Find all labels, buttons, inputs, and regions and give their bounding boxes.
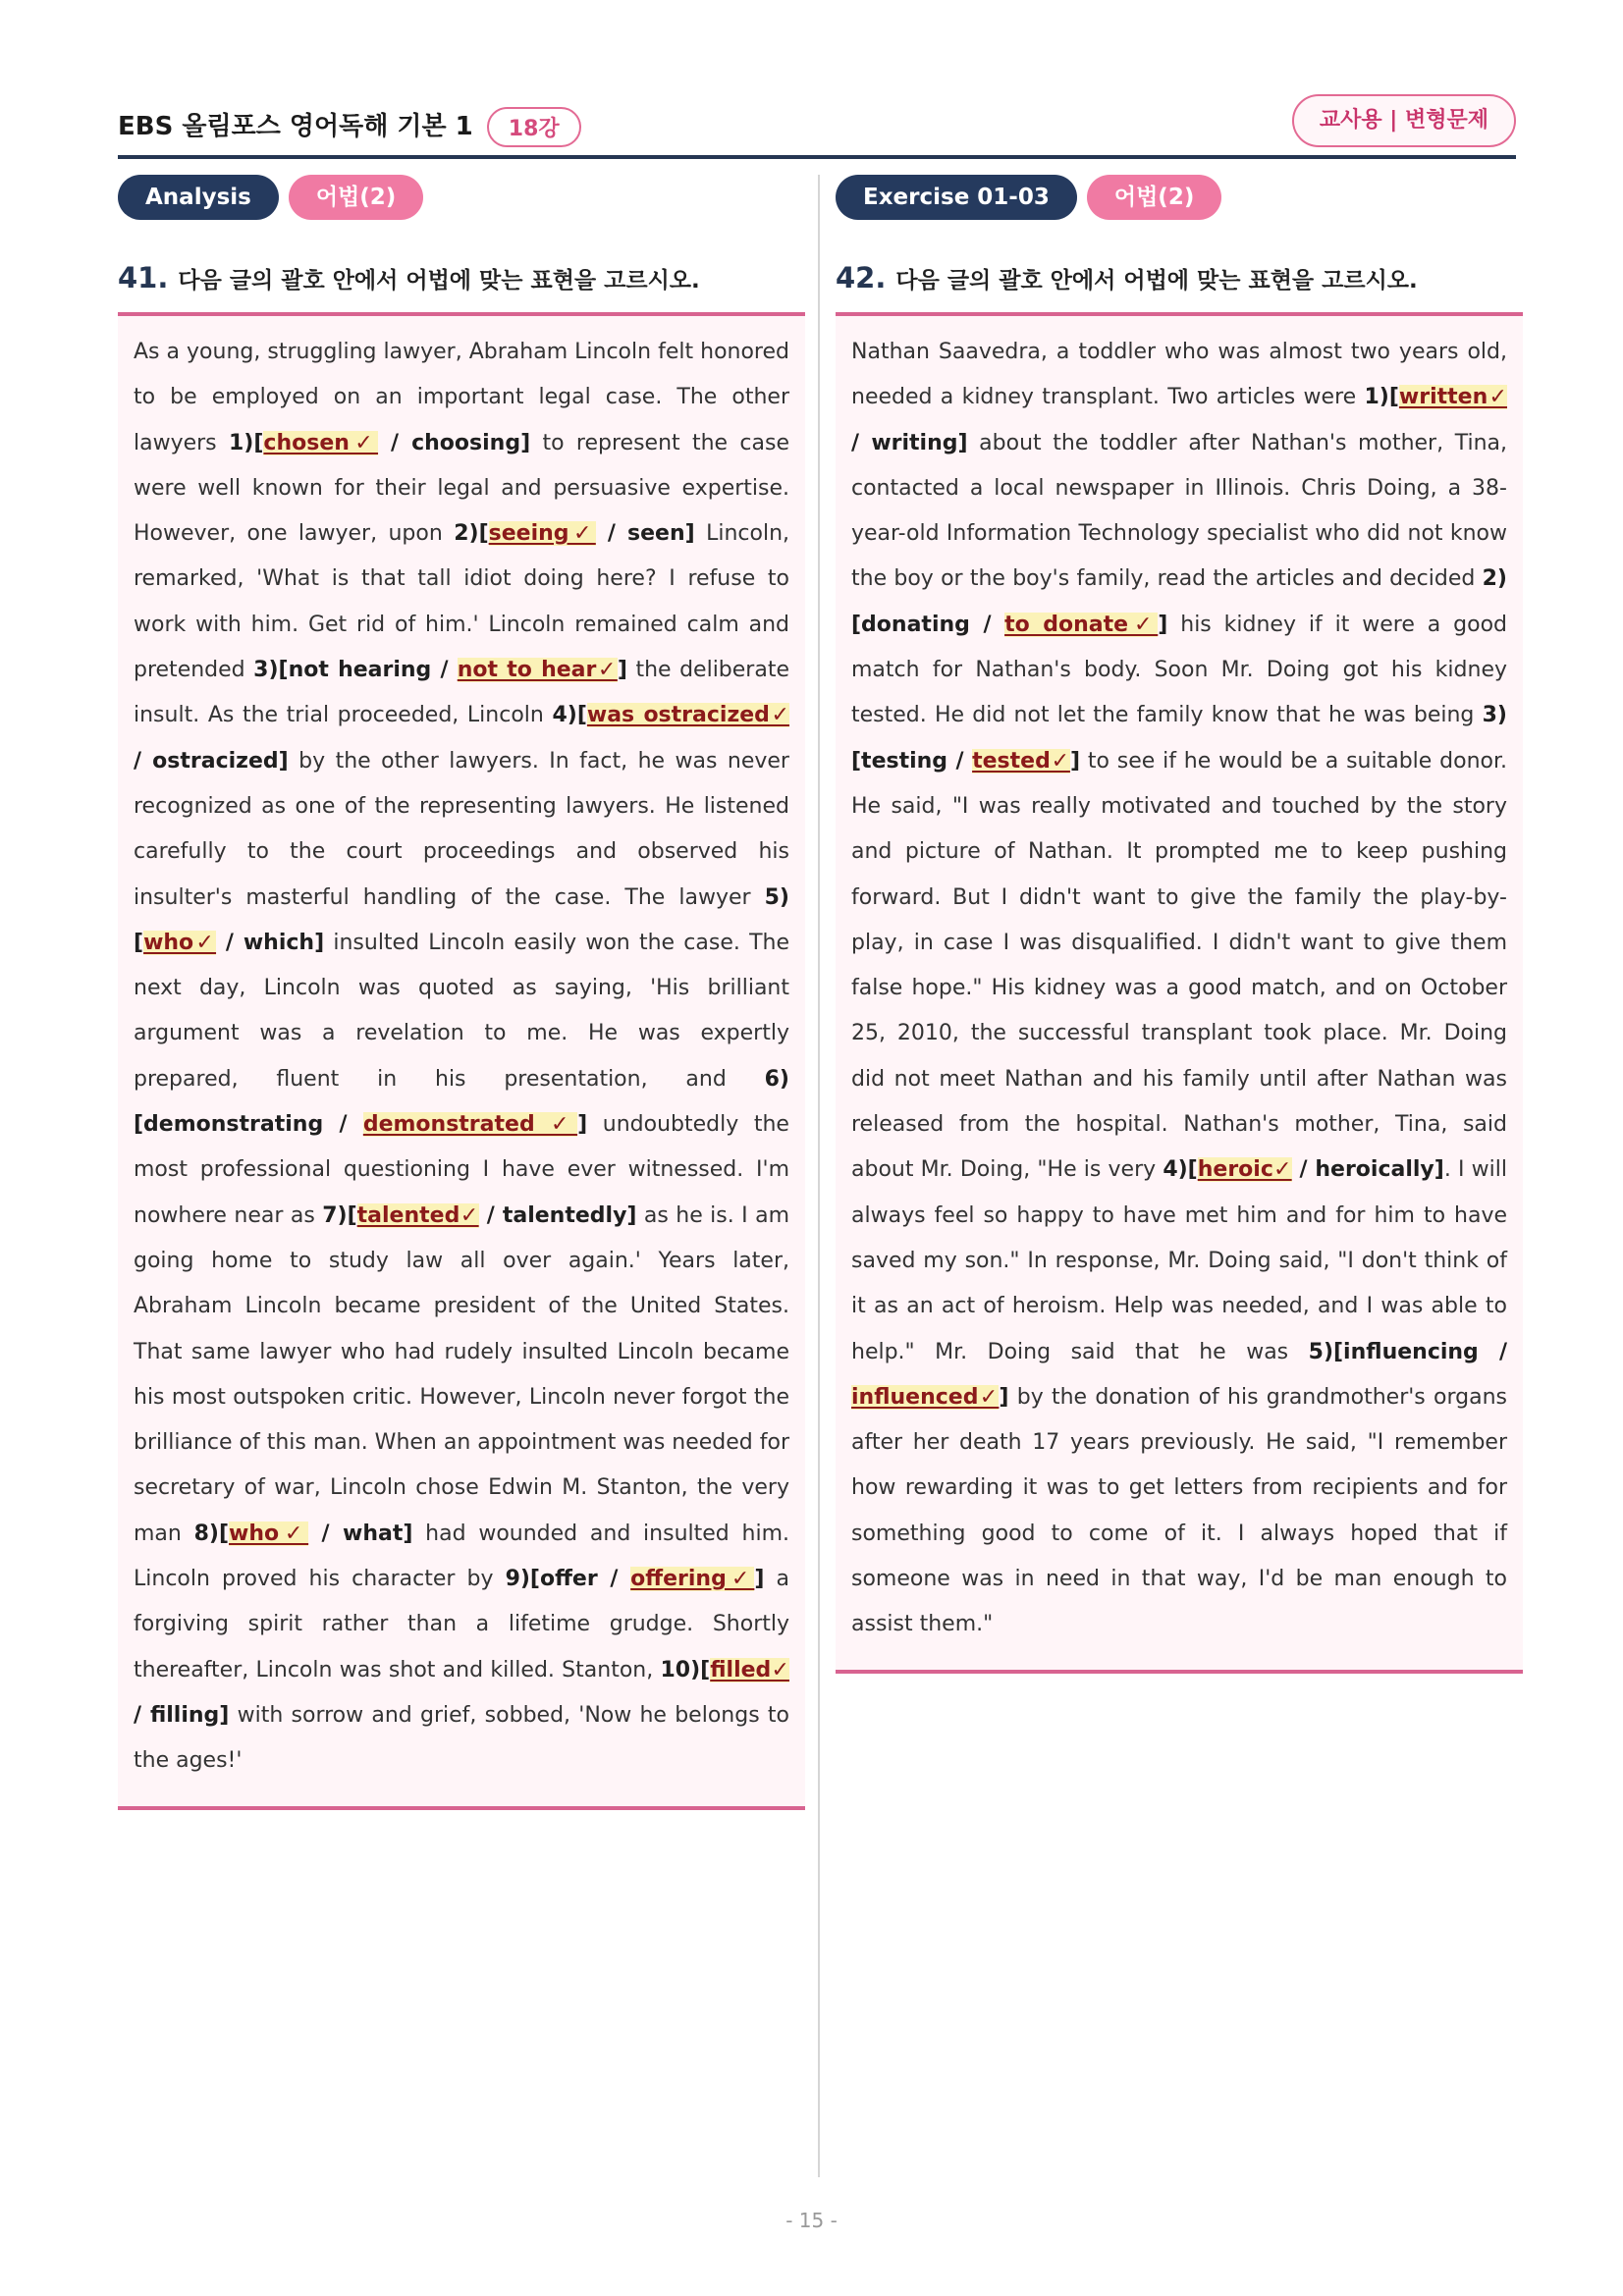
answer-mark: demonstrated ✓ bbox=[362, 1112, 578, 1138]
passage-text: As a young, struggling lawyer, Abraham Lincoln felt honored to be employed on an important legal case. The other lawyers bbox=[134, 340, 789, 455]
right-column bbox=[836, 175, 1523, 1674]
blank-option: 2)[ bbox=[454, 521, 489, 547]
passage-text: to represent the case were well known for their legal and persuasive expertise. However, one lawyer, upon bbox=[134, 430, 789, 547]
right-pills bbox=[836, 175, 1523, 222]
blank-option: 4)[ bbox=[1163, 1157, 1198, 1183]
blank-option: 3)[not hearing / bbox=[253, 658, 458, 683]
question-instruction: 다음 글의 괄호 안에서 어법에 맞는 표현을 고르시오. bbox=[178, 268, 700, 294]
passage-text: with sorrow and grief, sobbed, 'Now he belongs to the ages!' bbox=[134, 1702, 789, 1774]
blank-option: / heroically] bbox=[1291, 1157, 1444, 1183]
header-title-block bbox=[118, 106, 581, 147]
blank-option: / ostracized] bbox=[134, 748, 289, 774]
passage-text: a forgiving spirit rather than a lifetime grudge. Shortly thereafter, Lincoln was shot and killed. Stanton, bbox=[134, 1567, 789, 1682]
left-column bbox=[118, 175, 805, 1810]
answer-mark: talented✓ bbox=[356, 1202, 479, 1228]
answer-mark: influenced✓ bbox=[851, 1384, 1000, 1410]
passage-text: as he is. I am going home to study law all over again.' Years later, Abraham Lincoln became president of the United States. That same lawyer who had rudely insulted Lincoln became his most outspoken critic. However, Lincoln never forgot the brilliance of this man. When an appointment was needed for secretary of war, Lincoln chose Edwin M. Stanton, the very man bbox=[134, 1202, 790, 1546]
blank-option: ] bbox=[577, 1112, 588, 1138]
page-number: - 15 - bbox=[785, 2209, 838, 2232]
blank-option: / seen] bbox=[595, 521, 695, 547]
passage-text: the deliberate insult. As the trial proceeded, Lincoln bbox=[134, 658, 789, 728]
question-41-header bbox=[118, 261, 805, 300]
blank-option: ] bbox=[1158, 612, 1168, 637]
answer-mark: who✓ bbox=[143, 930, 217, 955]
blank-option: ] bbox=[617, 658, 627, 683]
blank-option: 4)[ bbox=[552, 703, 587, 728]
passage-text: to see if he would be a suitable donor. He said, "I was really motivated and touched by the story and picture of Nathan. It prompted me to keep pushing forward. But I didn't want to give the family the play-by-play, in case I was disqualified. I didn't want to give them false hope." His kidney was a good match, and on October 25, 2010, the successful transplant took place. Mr. Doing did not meet Nathan and his family until after Nathan was released from the hospital. Nathan's mother, Tina, said about Mr. Doing, "He is very bbox=[851, 748, 1507, 1183]
answer-mark: tested✓ bbox=[972, 748, 1070, 774]
blank-option: ] bbox=[754, 1567, 765, 1592]
blank-option: 5)[influencing / bbox=[1308, 1339, 1507, 1364]
teacher-variant-badge: 교사용 | 변형문제 bbox=[1292, 94, 1516, 147]
passage-42 bbox=[836, 316, 1523, 1670]
passage-text: his kidney if it were a good match for Nathan's body. Soon Mr. Doing got his kidney tested. He did not let the family know that he was being bbox=[851, 612, 1508, 728]
passage-bottom-rule bbox=[118, 1806, 805, 1810]
passage-41 bbox=[118, 316, 805, 1806]
passage-text: Lincoln, remarked, 'What is that tall idiot doing here? I refuse to work with him. Get rid of him.' Lincoln remained calm and pretended bbox=[134, 521, 790, 683]
passage-text: by the other lawyers. In fact, he was never recognized as one of the representing lawyers. He listened carefully to the court proceedings and observed his insulter's masterful handling of the case. The lawyer bbox=[134, 748, 789, 910]
blank-option: 10)[ bbox=[660, 1657, 711, 1682]
column-divider bbox=[818, 175, 820, 2177]
answer-mark: filled✓ bbox=[710, 1657, 789, 1682]
answer-mark: written✓ bbox=[1398, 385, 1507, 410]
answer-mark: not to hear✓ bbox=[457, 658, 618, 683]
blank-option: 7)[ bbox=[322, 1202, 357, 1228]
grammar-pill: 어법(2) bbox=[1087, 175, 1221, 220]
answer-mark: offering✓ bbox=[630, 1567, 755, 1592]
left-pills bbox=[118, 175, 805, 222]
passage-text: . I will always feel so happy to have met him and for him to have saved my son." In response, Mr. Doing said, "I don't think of it as an act of heroism. Help was needed, and I was able to help." Mr. Doing said that he was bbox=[851, 1157, 1507, 1364]
analysis-pill: Analysis bbox=[118, 175, 279, 220]
blank-option: / which] bbox=[216, 930, 325, 955]
exercise-pill: Exercise 01-03 bbox=[836, 175, 1077, 220]
blank-option: 5)[ bbox=[134, 884, 789, 955]
blank-option: ] bbox=[999, 1384, 1009, 1410]
passage-text: insulted Lincoln easily won the case. The next day, Lincoln was quoted as saying, 'His brilliant argument was a revelation to me. He was expertly prepared, fluent in his presentation, and bbox=[134, 930, 789, 1092]
passage-text: about the toddler after Nathan's mother, Tina, contacted a local newspaper in Illinois. Chris Doing, a 38-year-old Information Technology specialist who did not know the boy or the boy's family, read the articles and decided bbox=[851, 430, 1507, 592]
answer-mark: seeing✓ bbox=[488, 521, 596, 547]
passage-text: by the donation of his grandmother's organs after her death 17 years previously. He said, "I remember how rewarding it was to get letters from recipients and for something good to come of it. I always hoped that if someone was in need in that way, I'd be man enough to assist them." bbox=[851, 1384, 1507, 1637]
question-number: 42. bbox=[836, 261, 887, 294]
blank-option: / choosing] bbox=[378, 430, 531, 455]
blank-option: 8)[ bbox=[193, 1521, 230, 1546]
question-number: 41. bbox=[118, 261, 169, 294]
passage-bottom-rule bbox=[836, 1670, 1523, 1674]
answer-mark: heroic✓ bbox=[1197, 1157, 1292, 1183]
blank-option: / writing] bbox=[851, 430, 968, 455]
answer-mark: to donate✓ bbox=[1004, 612, 1159, 637]
blank-option: / filling] bbox=[134, 1702, 230, 1728]
blank-option: 1)[ bbox=[1364, 385, 1399, 410]
blank-option: 9)[offer / bbox=[505, 1567, 631, 1592]
answer-mark: who✓ bbox=[229, 1521, 309, 1546]
passage-text: had wounded and insulted him. Lincoln proved his character by bbox=[134, 1521, 789, 1592]
question-42-header bbox=[836, 261, 1523, 300]
blank-option: 6)[demonstrating / bbox=[134, 1066, 789, 1138]
blank-option: 3)[testing / bbox=[851, 703, 1507, 774]
answer-mark: was ostracized✓ bbox=[586, 703, 789, 728]
blank-option: 2)[donating / bbox=[851, 566, 1507, 637]
lesson-badge: 18강 bbox=[487, 107, 581, 147]
blank-option: / talentedly] bbox=[478, 1202, 637, 1228]
blank-option: ] bbox=[1069, 748, 1080, 774]
answer-mark: chosen✓ bbox=[263, 430, 379, 455]
book-title: EBS 올림포스 영어독해 기본 1 bbox=[118, 112, 473, 141]
blank-option: 1)[ bbox=[229, 430, 264, 455]
page-header bbox=[118, 96, 1516, 155]
passage-text: undoubtedly the most professional questioning I have ever witnessed. I'm nowhere near as bbox=[134, 1112, 789, 1228]
question-instruction: 다음 글의 괄호 안에서 어법에 맞는 표현을 고르시오. bbox=[895, 268, 1418, 294]
passage-text: Nathan Saavedra, a toddler who was almost two years old, needed a kidney transplant. Two articles were bbox=[851, 340, 1507, 410]
grammar-pill: 어법(2) bbox=[289, 175, 423, 220]
blank-option: / what] bbox=[308, 1521, 413, 1546]
header-divider bbox=[118, 155, 1516, 159]
